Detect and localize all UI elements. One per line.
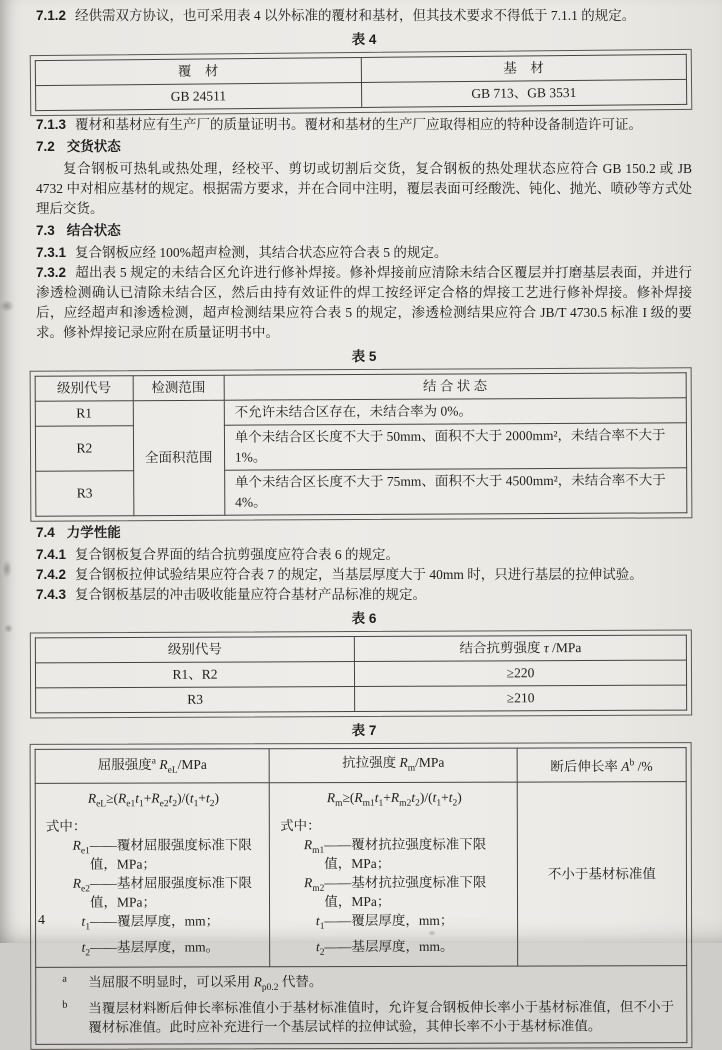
table-cell: 单个未结合区长度不大于 50mm、面积不大于 2000mm²，未结合率不大于 1%。 xyxy=(224,423,686,470)
clause-7-1-3 xyxy=(36,115,692,135)
scan-artifact xyxy=(0,300,14,312)
where-label: 式中： xyxy=(45,818,87,834)
section-title: 力学性能 xyxy=(66,525,121,540)
section-heading-7-3 xyxy=(36,220,692,242)
column-header: 断后伸长率 $A^b$ /% xyxy=(517,748,686,783)
clause-number: 7.1.2 xyxy=(36,8,67,23)
footnote-marker: b xyxy=(62,999,68,1011)
table-cell: ≥210 xyxy=(355,685,687,711)
page-number: 4 xyxy=(38,913,45,928)
clause-number: 7.3.2 xyxy=(36,265,67,280)
column-header: 基 材 xyxy=(361,54,687,82)
symbol-definition: $R_{e2}$ ——基材屈服强度标准下限值，MPa； xyxy=(72,875,252,910)
section-title: 交货状态 xyxy=(66,139,121,154)
table-cell: R2 xyxy=(35,426,133,472)
column-header: 覆 材 xyxy=(35,58,361,86)
tensile-strength-cell xyxy=(270,782,518,967)
footnote-marker: a xyxy=(62,974,67,986)
column-header: 屈服强度$^a$ $R_{eL}$/MPa xyxy=(35,749,269,784)
table-cell-merged: 全面积范围 xyxy=(133,400,225,515)
table-row xyxy=(35,660,686,688)
clause-7-4-2 xyxy=(36,565,692,585)
clause-text: 经供需双方协议，也可采用表 4 以外标准的覆材和基材，但其技术要求不得低于 7.1.1 的规定。 xyxy=(75,8,636,23)
scan-artifact xyxy=(2,560,12,578)
clause-text: 超出表 5 规定的未结合区允许进行修补焊接。修补焊接前应清除未结合区覆层并打磨基层表面，并进行渗透检测确认已清除未结合区，然后由持有效证件的焊工按经评定合格的焊接工艺进行修补焊接。修补焊接后，应经超声和渗透检测，超声检测结果应符合表 5 的规定，渗透检测结果应符合 JB/T 4730.5 标准 I 级的要求。修补焊接记录应附在质量证明书中。 xyxy=(36,265,692,340)
footnotes-cell xyxy=(36,966,687,1044)
column-header: 结 合 状 态 xyxy=(224,373,686,400)
symbol-definition: $t_1$ ——覆层厚度，mm； xyxy=(81,913,220,933)
table-cell: R1 xyxy=(35,401,133,427)
table-cell: ≥220 xyxy=(354,660,686,686)
column-header: 结合抗剪强度 τ /MPa xyxy=(354,635,686,661)
section-heading-7-2 xyxy=(36,136,692,158)
table-cell: 单个未结合区长度不大于 75mm、面积不大于 4500mm²，未结合率不大于 4%。 xyxy=(224,468,686,515)
symbol-definition: $t_1$ ——覆层厚度，mm； xyxy=(315,912,454,932)
table-row xyxy=(35,782,686,968)
section-number: 7.4 xyxy=(36,525,55,540)
table-row xyxy=(36,685,687,713)
table-footnotes-row xyxy=(36,966,687,1044)
where-label: 式中： xyxy=(280,817,321,834)
table-cell: R3 xyxy=(36,471,134,517)
clause-number: 7.3.1 xyxy=(36,245,67,260)
clause-text: 覆材和基材应有生产厂的质量证明书。覆材和基材的生产厂应取得相应的特种设备制造许可证。 xyxy=(75,117,643,132)
elongation-cell: 不小于基材标准值 xyxy=(517,782,687,967)
clause-number: 7.1.3 xyxy=(36,117,67,132)
table-6 xyxy=(30,630,692,719)
clause-number: 7.4.1 xyxy=(36,547,67,562)
symbol-definition: $R_{e1}$ ——覆材屈服强度标准下限值，MPa； xyxy=(72,837,252,872)
clause-text: 复合钢板复合界面的结合抗剪强度应符合表 6 的规定。 xyxy=(75,547,400,562)
footnote-text: 当覆层材料断后伸长率标准值小于基材标准值时，允许复合钢板伸长率小于基材标准值，但不小于覆材标准值。此时应补充进行一个基层试样的拉伸试验，其伸长率不小于基材标准值。 xyxy=(88,999,675,1035)
table-cell: R3 xyxy=(36,687,355,713)
table-4-title: 表 4 xyxy=(351,32,377,47)
clause-number: 7.4.3 xyxy=(36,587,67,602)
clause-7-4-3 xyxy=(36,585,692,605)
table-row xyxy=(35,398,686,426)
scan-artifact xyxy=(4,624,13,633)
section-title: 结合状态 xyxy=(66,223,121,238)
clause-7-1-2 xyxy=(36,6,692,26)
table-cell: GB 24511 xyxy=(36,83,362,111)
table-4 xyxy=(30,49,693,116)
table-cell: 不允许未结合区存在，未结合率为 0%。 xyxy=(224,398,686,425)
footnote-b xyxy=(62,997,674,1037)
clause-text: 复合钢板拉伸试验结果应符合表 7 的规定，当基层厚度大于 40mm 时，只进行基层的拉伸试验。 xyxy=(75,567,643,582)
section-number: 7.2 xyxy=(36,139,55,154)
clause-7-3-2 xyxy=(36,263,692,343)
table-row xyxy=(36,79,687,110)
section-heading-7-4 xyxy=(36,522,692,544)
paragraph-7-2: 复合钢板可热轧或热处理，经校平、剪切或切割后交货，复合钢板的热处理状态应符合 GB 150.2 或 JB 4732 中对相应基材的规定。根据需方要求，并在合同中注明，覆层表面可经酸洗、钝化、抛光、喷砂等方式处理后交货。 xyxy=(36,161,692,216)
table-cell: R1、R2 xyxy=(35,662,354,688)
table-5-title: 表 5 xyxy=(351,349,377,364)
clause-text: 复合钢板应经 100%超声检测，其结合状态应符合表 5 的规定。 xyxy=(75,245,448,260)
column-header: 级别代号 xyxy=(35,637,354,663)
table-cell: GB 713、GB 3531 xyxy=(361,79,687,107)
clause-7-3-1 xyxy=(36,243,692,263)
symbol-definition: $R_{m2}$ ——基材抗拉强度标准下限值，MPa； xyxy=(303,874,487,909)
section-number: 7.3 xyxy=(36,223,55,238)
table-7 xyxy=(30,742,693,1050)
clause-number: 7.4.2 xyxy=(36,567,67,582)
table-6-title: 表 6 xyxy=(351,611,377,626)
symbol-definition: $t_2$ ——基层厚度，mm。 xyxy=(315,938,454,958)
column-header: 级别代号 xyxy=(35,376,133,402)
table-5 xyxy=(30,367,693,521)
symbol-definition: $R_{m1}$ ——覆材抗拉强度标准下限值，MPa； xyxy=(303,836,487,871)
symbol-definition: $t_2$ ——基层厚度，mm。 xyxy=(81,938,220,958)
yield-strength-cell xyxy=(35,783,270,968)
yield-formula: $R_{eL}\ge(R_{e1}t_1+R_{e2}t_2)/(t_1+t_2)$ xyxy=(87,790,220,810)
footnote-text: 当屈服不明显时，可以采用 $R_{p0.2}$ 代替。 xyxy=(88,974,323,994)
column-header: 检测范围 xyxy=(133,375,224,400)
clause-text: 复合钢板基层的冲击吸收能量应符合基材产品标准的规定。 xyxy=(75,587,427,602)
footnote-a xyxy=(62,971,674,998)
table-7-title: 表 7 xyxy=(351,723,377,738)
clause-7-4-1 xyxy=(36,545,692,565)
tensile-formula: $R_m\ge(R_{m1}t_1+R_{m2}t_2)/(t_1+t_2)$ xyxy=(326,789,462,809)
column-header: 抗拉强度 $R_m$/MPa xyxy=(269,748,516,783)
